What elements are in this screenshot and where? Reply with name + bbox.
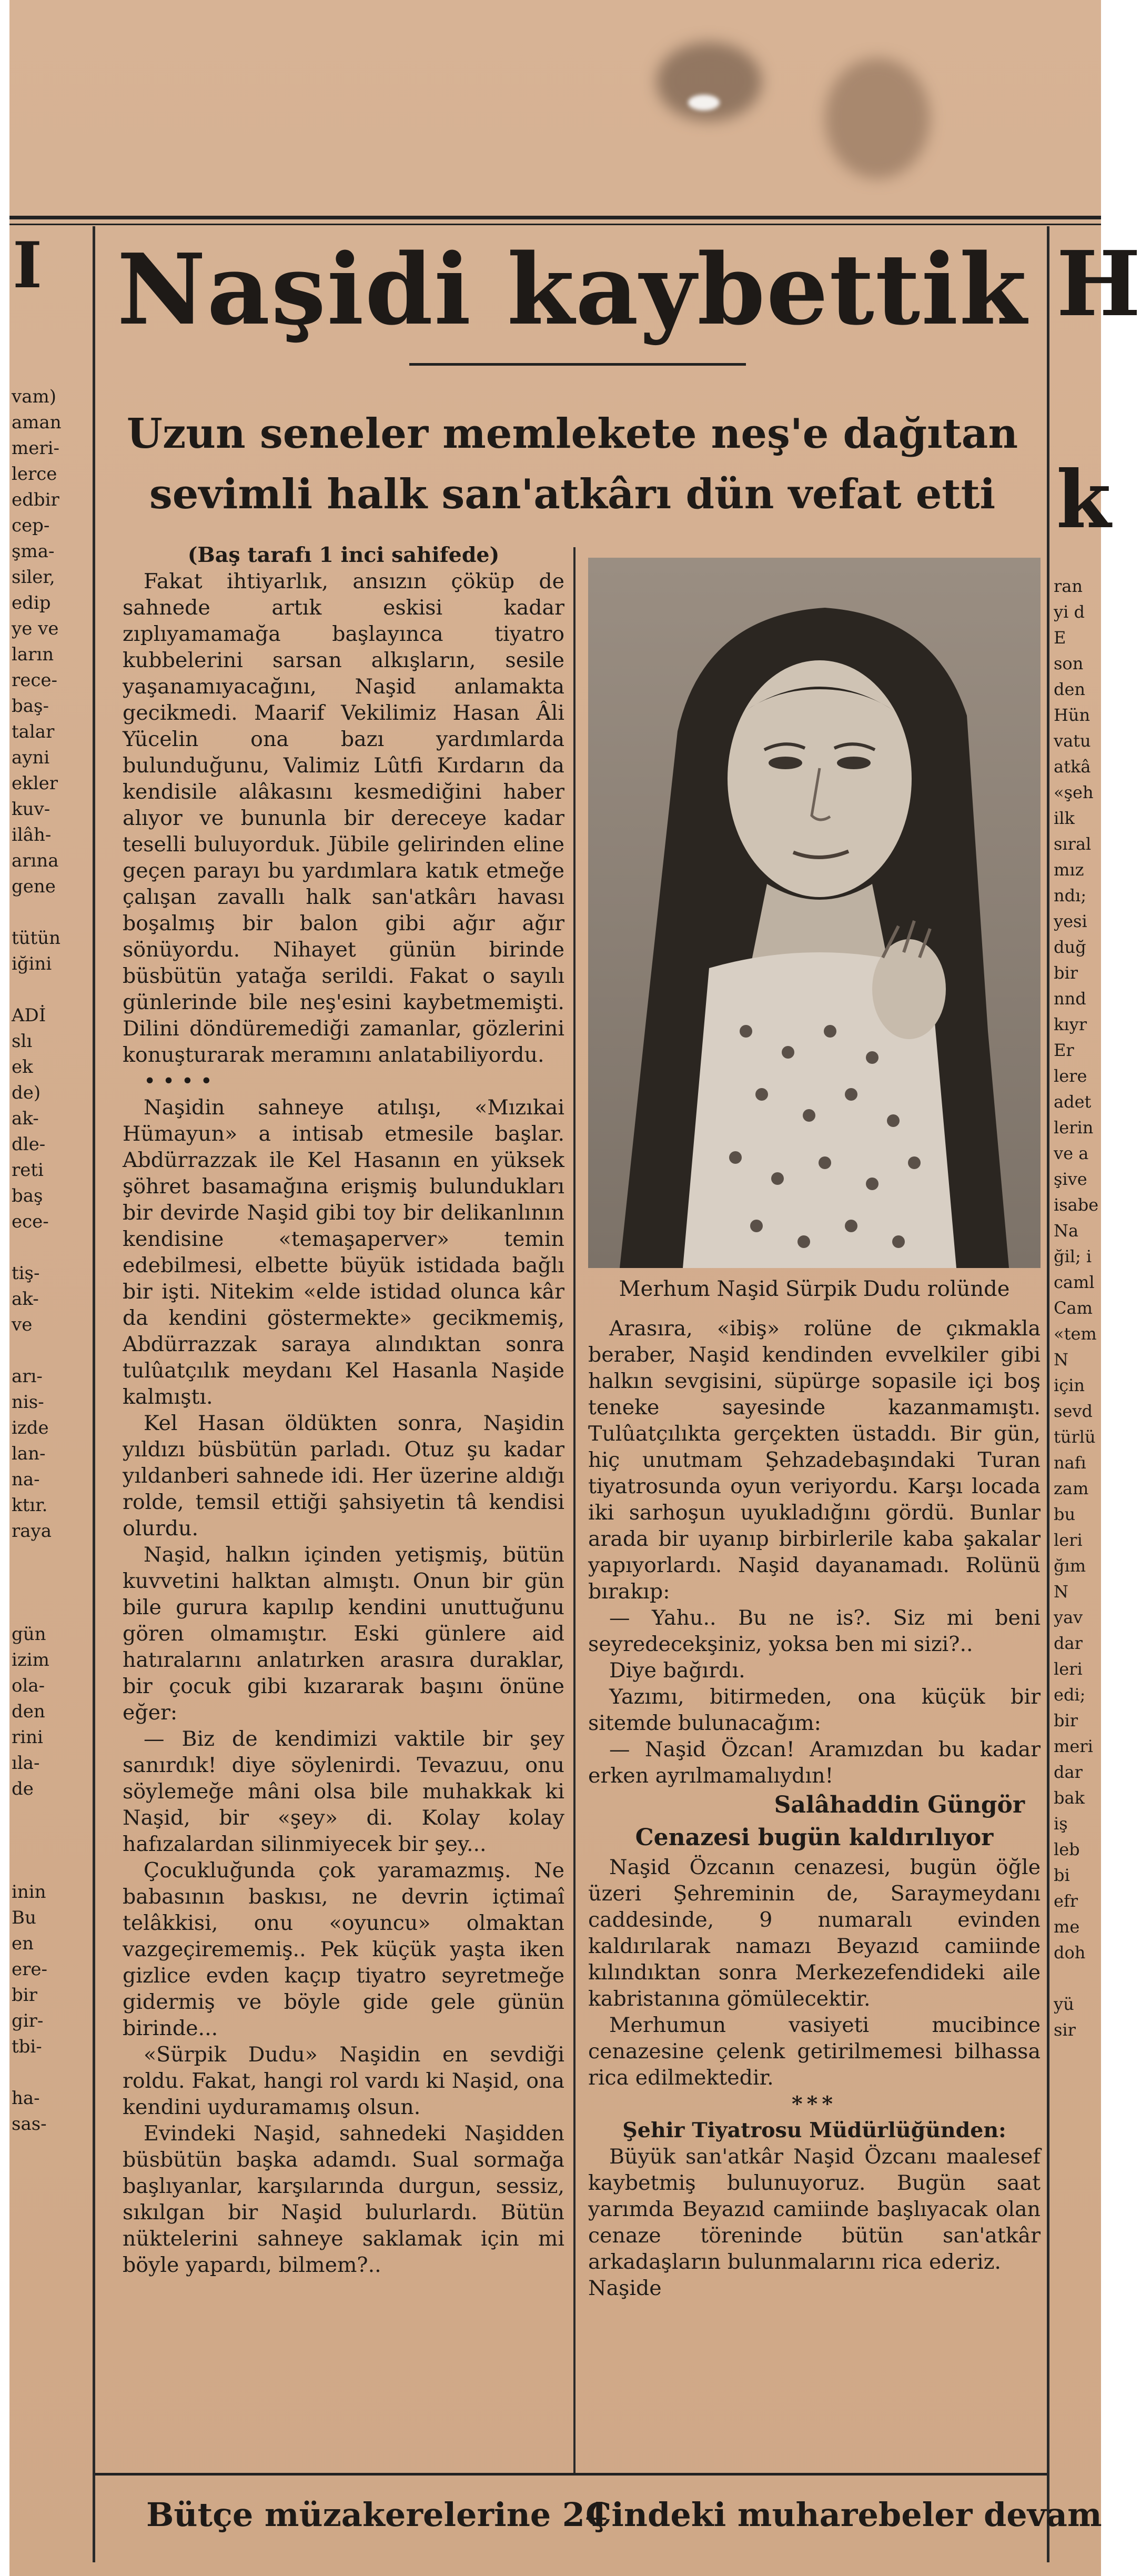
- edge-fragment-line: [12, 1854, 62, 1879]
- edge-fragment-line: slı: [12, 1031, 33, 1052]
- edge-fragment-line: ADİ: [12, 1005, 46, 1026]
- edge-fragment-line: ilâh-: [12, 824, 52, 846]
- edge-fragment-line: N: [1054, 1350, 1068, 1370]
- article-right-column: [588, 1315, 1041, 2301]
- edge-fragment-line: meri: [1054, 1736, 1093, 1756]
- left-edge-fragments: [12, 384, 62, 2137]
- edge-fragment-line: dar: [1054, 1762, 1083, 1782]
- edge-fragment-line: yü: [1054, 1994, 1074, 2014]
- edge-fragment-line: için: [1054, 1375, 1085, 1395]
- edge-fragment-line: [1054, 1966, 1098, 1991]
- edge-fragment-line: ların: [12, 644, 54, 665]
- edge-fragment-line: [12, 2060, 62, 2086]
- edge-fragment-line: leb: [1054, 1839, 1080, 1859]
- top-rule-thin: [9, 224, 1101, 225]
- paragraph: Büyük san'atkâr Naşid Özcanı maalesef kaybetmiş bulunuyoruz. Bugün saat yarımda Beyazıd camiinde başlıyacak olan cenaze töreninde bütün san'atkâr arkadaşların bulunmalarını rica ederiz.: [588, 2145, 1041, 2274]
- edge-fragment-line: nnd: [1054, 989, 1086, 1009]
- paragraph: Kel Hasan öldükten sonra, Naşidin yıldızı büsbütün parladı. Otuz şu kadar yıldanberi sahnede idi. Her üzerine aldığı rolde, temsil ettiği şahsiyetin tâ kendisi olurdu.: [123, 1411, 564, 1541]
- edge-fragment-line: baş-: [12, 696, 49, 717]
- edge-fragment-line: aman: [12, 412, 62, 433]
- edge-fragment-line: edip: [12, 592, 51, 613]
- edge-fragment-line: dar: [1054, 1633, 1083, 1653]
- edge-fragment-line: talar: [12, 721, 55, 742]
- edge-fragment-line: en: [12, 1933, 34, 1954]
- author-signature: Salâhaddin Güngör: [774, 1792, 1025, 1818]
- edge-fragment-line: gene: [12, 876, 56, 897]
- edge-fragment-line: ayni: [12, 747, 50, 768]
- edge-fragment-line: sir: [1054, 2020, 1076, 2040]
- paragraph: — Naşid Özcan! Aramızdan bu kadar erken ayrılmamalıydın!: [588, 1737, 1041, 1788]
- edge-fragment-line: ola-: [12, 1675, 45, 1696]
- edge-fragment-line: nafı: [1054, 1453, 1086, 1473]
- edge-fragment-line: reti: [12, 1160, 44, 1181]
- edge-fragment-line: Bu: [12, 1907, 36, 1928]
- edge-fragment-line: duğ: [1054, 937, 1086, 957]
- paragraph: Naşid, halkın içinden yetişmiş, bütün kuvvetini halktan almıştı. Onun bir gün bile gurura kapılıp kendini unuttuğunu gören olmamıştır. Eski günlere aid hatıralarını anlatırken arasıra duraklar, bir çocuk gibi kızararak başını önüne eğer:: [123, 1543, 564, 1725]
- headline-underline: [409, 363, 746, 366]
- edge-fragment-line: türlü: [1054, 1427, 1096, 1447]
- separator: ***: [792, 2092, 837, 2116]
- bottom-rule: [95, 2473, 1047, 2476]
- edge-fragment-line: yi d: [1054, 602, 1085, 622]
- edge-fragment-line: vam): [12, 386, 56, 407]
- edge-fragment-line: nis-: [12, 1392, 44, 1413]
- edge-fragment-line: ha-: [12, 2088, 40, 2109]
- edge-fragment-line: «şeh: [1054, 782, 1094, 802]
- bottom-headline-left: Bütçe müzakerelerine 24: [146, 2496, 608, 2534]
- edge-fragment-line: şive: [1054, 1169, 1087, 1189]
- paragraph: Arasıra, «ibiş» rolüne de çıkmakla beraber, Naşid kendinden evvelkiler gibi halkın sevgisini, süpürge sopasile içi boş teneke sayesinde kazanmamıştı. Tulûatçılıkta gerçekten üstaddı. Bir gün, hiç unutmam Şehzadebaşındaki Turan tiyatrosunda oyun veriyordu. Karşı locada iki sarhoşun uyukladığını gördü. Bunlar arada bir uyanıp birbirlerile kaba şakalar yapıyorlardı. Naşid dayanamadı. Rolünü bırakıp:: [588, 1316, 1041, 1604]
- paragraph: Çocukluğunda çok yaramazmış. Ne babasının baskısı, ne devrin içtimaî telâkkisi, onu «oyuncu» olmaktan vazgeçirememiş.. Pek küçük yaşta iken gizlice evden kaçıp tiyatro seyretmeğe gidermiş ve böyle gide gele günün birinde...: [123, 1858, 564, 2040]
- edge-fragment-line: efr: [1054, 1891, 1078, 1911]
- edge-fragment-line: izim: [12, 1649, 49, 1671]
- edge-fragment-line: arına: [12, 850, 59, 871]
- edge-fragment-line: [12, 1802, 62, 1828]
- edge-fragment-line: arı-: [12, 1366, 43, 1387]
- edge-fragment-line: leri: [1054, 1659, 1083, 1679]
- edge-fragment-line: ndı;: [1054, 886, 1087, 905]
- edge-fragment-line: isabe: [1054, 1195, 1099, 1215]
- edge-fragment-line: cep-: [12, 515, 50, 536]
- edge-fragment-line: ere-: [12, 1959, 47, 1980]
- edge-fragment-line: Er: [1054, 1040, 1074, 1060]
- photo-caption: Merhum Naşid Sürpik Dudu rolünde: [619, 1277, 1010, 1301]
- edge-fragment-line: rece-: [12, 670, 58, 691]
- edge-fragment-line: sas-: [12, 2114, 47, 2135]
- edge-fragment-line: Na: [1054, 1221, 1079, 1241]
- edge-fragment-line: lere: [1054, 1066, 1087, 1086]
- edge-fragment-line: tiş-: [12, 1263, 40, 1284]
- newspaper-clipping: [9, 0, 1141, 2576]
- edge-fragment-line: edbir: [12, 489, 59, 510]
- edge-fragment-line: ğil; i: [1054, 1246, 1092, 1266]
- edge-fragment-line: [12, 1570, 62, 1596]
- edge-fragment-line: lerce: [12, 464, 57, 485]
- edge-fragment-line: ekler: [12, 773, 58, 794]
- edge-fragment-line: sıral: [1054, 834, 1092, 854]
- edge-fragment-line: mız: [1054, 860, 1084, 880]
- edge-fragment-line: ran: [1054, 576, 1083, 596]
- edge-fragment-line: bu: [1054, 1504, 1076, 1524]
- edge-fragment-line: den: [1054, 679, 1086, 699]
- article-left-column: [123, 542, 564, 2278]
- edge-fragment-line: ek: [12, 1056, 33, 1078]
- edge-fragment-line: raya: [12, 1521, 52, 1542]
- edge-fragment-line: ak-: [12, 1108, 39, 1129]
- column-rule-right: [1047, 226, 1049, 2562]
- edge-fragment-line: yav: [1054, 1607, 1083, 1627]
- edge-fragment-line: yesi: [1054, 911, 1087, 931]
- edge-fragment-line: ıla-: [12, 1753, 40, 1774]
- edge-fragment-line: ve a: [1054, 1143, 1089, 1163]
- edge-fragment-line: me: [1054, 1917, 1080, 1937]
- edge-fragment-line: son: [1054, 653, 1084, 673]
- edge-fragment-line: sevd: [1054, 1401, 1093, 1421]
- edge-fragment-line: [12, 900, 62, 925]
- paragraph: Yazımı, bitirmeden, ona küçük bir sitemde bulunacağım:: [588, 1685, 1041, 1735]
- edge-fragment-line: de: [12, 1778, 34, 1799]
- edge-fragment-line: bir: [1054, 1710, 1078, 1730]
- edge-fragment-line: meri-: [12, 438, 59, 459]
- paragraph: — Yahu.. Bu ne is?. Siz mi beni seyredecekşiniz, yoksa ben mi sizi?..: [588, 1606, 1041, 1656]
- edge-fragment-line: şma-: [12, 541, 55, 562]
- edge-fragment-line: vatu: [1054, 731, 1091, 751]
- edge-fragment-line: [12, 1544, 62, 1570]
- edge-fragment-line: [12, 977, 62, 1003]
- edge-fragment-line: adet: [1054, 1092, 1092, 1112]
- edge-fragment-line: gir-: [12, 2010, 44, 2031]
- edge-fragment-line: bir: [1054, 963, 1078, 983]
- column-rule-left: [93, 226, 95, 2562]
- edge-fragment-line: gün: [12, 1624, 46, 1645]
- edge-fragment-line: [12, 1235, 62, 1261]
- edge-fragment-line: [12, 1338, 62, 1364]
- edge-fragment-line: Hün: [1054, 705, 1090, 725]
- edge-fragment-line: Cam: [1054, 1298, 1093, 1318]
- top-rule: [9, 216, 1101, 219]
- edge-fragment-line: [12, 1828, 62, 1854]
- edge-fragment-line: de): [12, 1082, 41, 1103]
- edge-fragment-line: rini: [12, 1727, 43, 1748]
- headline: Naşidi kaybettik: [117, 232, 1028, 347]
- edge-fragment-line: ktır.: [12, 1495, 48, 1516]
- edge-fragment-line: caml: [1054, 1272, 1095, 1292]
- column-rule-middle: [573, 547, 575, 2473]
- left-edge-big-letter: I: [13, 228, 43, 303]
- edge-fragment-line: ğım: [1054, 1556, 1086, 1576]
- subheadline-line-1: Uzun seneler memlekete neş'e dağıtan: [126, 410, 1018, 458]
- edge-fragment-line: ilk: [1054, 808, 1075, 828]
- edge-fragment-line: iğini: [12, 953, 52, 974]
- paragraph: Diye bağırdı.: [609, 1658, 745, 1683]
- tear-mark: [688, 95, 720, 110]
- bottom-headline-right: Çindeki muharebeler devam: [585, 2496, 1102, 2534]
- edge-fragment-line: kuv-: [12, 799, 51, 820]
- right-edge-big-letter: H: [1056, 232, 1141, 337]
- edge-fragment-line: bi: [1054, 1865, 1070, 1885]
- edge-fragment-line: iş: [1054, 1814, 1068, 1834]
- paragraph: «Sürpik Dudu» Naşidin en sevdiği roldu. Fakat, hangi rol vardı ki Naşid, ona kendini uyduramamış olsun.: [123, 2042, 564, 2119]
- portrait-photo: [588, 558, 1041, 1268]
- edge-fragment-line: ak-: [12, 1289, 39, 1310]
- edge-fragment-line: E: [1054, 628, 1066, 648]
- paragraph: Naşid Özcanın cenazesi, bugün öğle üzeri Şehreminin de, Saraymeydanı caddesinde, 9 numaralı evinden kaldırılarak namazı Beyazıd camiinde kılındıktan sonra Merkezefendideki aile kabristanına gömülecektir.: [588, 1855, 1041, 2011]
- edge-fragment-line: leri: [1054, 1530, 1083, 1550]
- paragraph: — Biz de kendimizi vaktile bir şey sanırdık! diye söylenirdi. Tevazuu, onu söylemeğe mâni olsa bile muhakkak ki Naşid, bir «şey» di. Kolay kolay hafızalardan silinmiyecek bir şey...: [123, 1727, 564, 1856]
- edge-fragment-line: ye ve: [12, 618, 59, 639]
- continuation-note: (Baş tarafı 1 inci sahifede): [187, 543, 500, 567]
- edge-fragment-line: ece-: [12, 1211, 49, 1232]
- paragraph: Evindeki Naşid, sahnedeki Naşidden büsbütün başka adamdı. Sual sormağa başlıyanlar, karşılarında durgun, sessiz, sıkılgan bir Naşid bulurlardı. Bütün nüktelerini sahneye saklamak için mi böyle yapardı, bilmem?..: [123, 2121, 564, 2277]
- edge-fragment-line: «tem: [1054, 1324, 1097, 1344]
- edge-fragment-line: ve: [12, 1314, 33, 1335]
- edge-fragment-line: inin: [12, 1881, 46, 1903]
- edge-fragment-line: bir: [12, 1985, 37, 2006]
- edge-fragment-line: zam: [1054, 1478, 1089, 1498]
- notice-heading: Şehir Tiyatrosu Müdürlüğünden:: [622, 2118, 1006, 2142]
- edge-fragment-line: tütün: [12, 928, 61, 949]
- edge-fragment-line: lan-: [12, 1443, 46, 1464]
- notice-signature: Naşide: [588, 2276, 662, 2300]
- edge-fragment-line: bak: [1054, 1788, 1085, 1808]
- edge-fragment-line: edi;: [1054, 1685, 1086, 1705]
- edge-fragment-line: tbi-: [12, 2036, 42, 2057]
- edge-fragment-line: izde: [12, 1417, 49, 1438]
- right-edge-big-letter: k: [1056, 454, 1111, 546]
- edge-fragment-line: lerin: [1054, 1118, 1094, 1138]
- edge-fragment-line: dle-: [12, 1134, 46, 1155]
- paragraph: Fakat ihtiyarlık, ansızın çöküp de sahnede artık eskisi kadar zıplıyamamağa başlayınca tiyatro kubbelerini sarsan alkışların, sesile yaşanamıyacağını, Naşid anlamakta gecikmedi. Maarif Vekilimiz Hasan Âli Yücelin ona bazı yardımlarda bulunduğunu, Valimiz Lûtfi Kırdarın da kendisile alâkasını kesmediğini haber alıyor ve bununla bir dereceye kadar teselli buluyorduk. Jübile gelirinden eline geçen parayı bu yardımlara katık etmeğe çalışan zavallı halk san'atkârı havası boşalmış bir balon gibi ağır ağır sönüyordu. Nihayet günün birinde büsbütün yatağa serildi. Fakat o sayılı günlerinde bile neş'esini kaybetmemişti. Dilini döndüremediği zamanlar, gözlerini konuşturarak meramını anlatabiliyordu.: [123, 569, 564, 1067]
- edge-fragment-line: atkâ: [1054, 757, 1091, 777]
- subheadline-line-2: sevimli halk san'atkârı dün vefat etti: [149, 470, 996, 518]
- stain-mark: [825, 58, 930, 179]
- edge-fragment-line: N: [1054, 1582, 1068, 1602]
- paragraph: Naşidin sahneye atılışı, «Mızıkai Hümayun» a intisab etmesile başlar. Abdürrazzak ile Kel Hasanın en yüksek şöhret basamağına erişmiş bulundukları bir devirde Naşid gibi toy bir delikanlının kendisine «temaşaperver» temin edebilmesi, elbette büyük istidada bağlı bir işti. Nitekim «elde istidad olunca kâr da kendini göstermekte» gecikmemiş, Abdürrazzak saraya alındıktan sonra tulûatçılık meydanı Kel Hasanla Naşide kalmıştı.: [123, 1095, 564, 1409]
- paragraph: Merhumun vasiyeti mucibince cenazesine çelenk getirilmemesi bilhassa rica edilmektedir.: [588, 2013, 1041, 2090]
- section-dots: • • • •: [144, 1069, 213, 1093]
- edge-fragment-line: na-: [12, 1469, 40, 1490]
- right-edge-fragments: [1054, 573, 1098, 2043]
- edge-fragment-line: [12, 1596, 62, 1622]
- portrait-illustration: [588, 558, 1041, 1268]
- edge-fragment-line: doh: [1054, 1943, 1086, 1963]
- edge-fragment-line: baş: [12, 1185, 43, 1206]
- edge-fragment-line: den: [12, 1701, 45, 1722]
- edge-fragment-line: siler,: [12, 567, 55, 588]
- funeral-heading: Cenazesi bugün kaldırılıyor: [635, 1824, 994, 1851]
- edge-fragment-line: kıyr: [1054, 1014, 1087, 1034]
